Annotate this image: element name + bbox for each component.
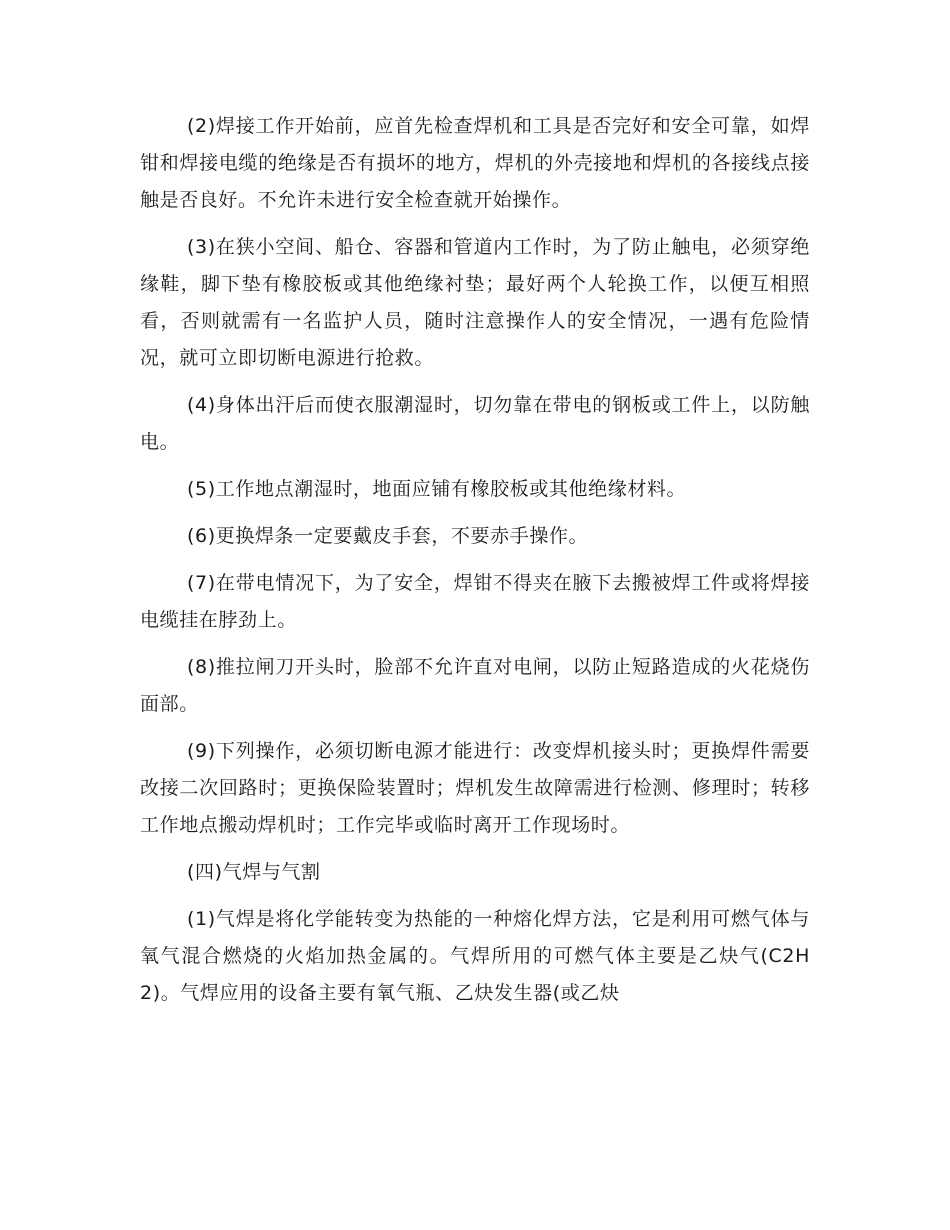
document-body: [140, 108, 810, 1022]
paragraph-item-8: (8)推拉闸刀开头时，脸部不允许直对电闸，以防止短路造成的火花烧伤面部。: [140, 656, 810, 715]
paragraph-item-3: (3)在狭小空间、船仓、容器和管道内工作时，为了防止触电，必须穿绝缘鞋，脚下垫有橡胶板或其他绝缘衬垫；最好两个人轮换工作，以便互相照看，否则就需有一名监护人员，随时注意操作人的安全情况，一遇有危险情况，就可立即切断电源进行抢救。: [140, 236, 810, 369]
paragraph-item-9: (9)下列操作，必须切断电源才能进行：改变焊机接头时；更换焊件需要改接二次回路时；更换保险装置时；焊机发生故障需进行检测、修理时；转移工作地点搬动焊机时；工作完毕或临时离开工作现场时。: [140, 740, 810, 836]
section-heading-gas-welding: (四)气焊与气割: [187, 861, 321, 883]
paragraph-item-7: (7)在带电情况下，为了安全，焊钳不得夹在腋下去搬被焊工件或将焊接电缆挂在脖劲上。: [140, 572, 810, 631]
paragraph-item-6: (6)更换焊条一定要戴皮手套，不要赤手操作。: [187, 525, 589, 547]
paragraph-item-5: (5)工作地点潮湿时，地面应铺有橡胶板或其他绝缘材料。: [187, 478, 687, 500]
paragraph-gas-welding-1: (1)气焊是将化学能转变为热能的一种熔化焊方法，它是利用可燃气体与氧气混合燃烧的火焰加热金属的。气焊所用的可燃气体主要是乙炔气(C2H2)。气焊应用的设备主要有氧气瓶、乙炔发生器(或乙炔: [140, 908, 810, 1004]
paragraph-item-2: (2)焊接工作开始前，应首先检查焊机和工具是否完好和安全可靠，如焊钳和焊接电缆的绝缘是否有损坏的地方，焊机的外壳接地和焊机的各接线点接触是否良好。不允许未进行安全检查就开始操作。: [140, 115, 810, 211]
paragraph-item-4: (4)身体出汗后而使衣服潮湿时，切勿靠在带电的钢板或工件上，以防触电。: [140, 394, 810, 453]
